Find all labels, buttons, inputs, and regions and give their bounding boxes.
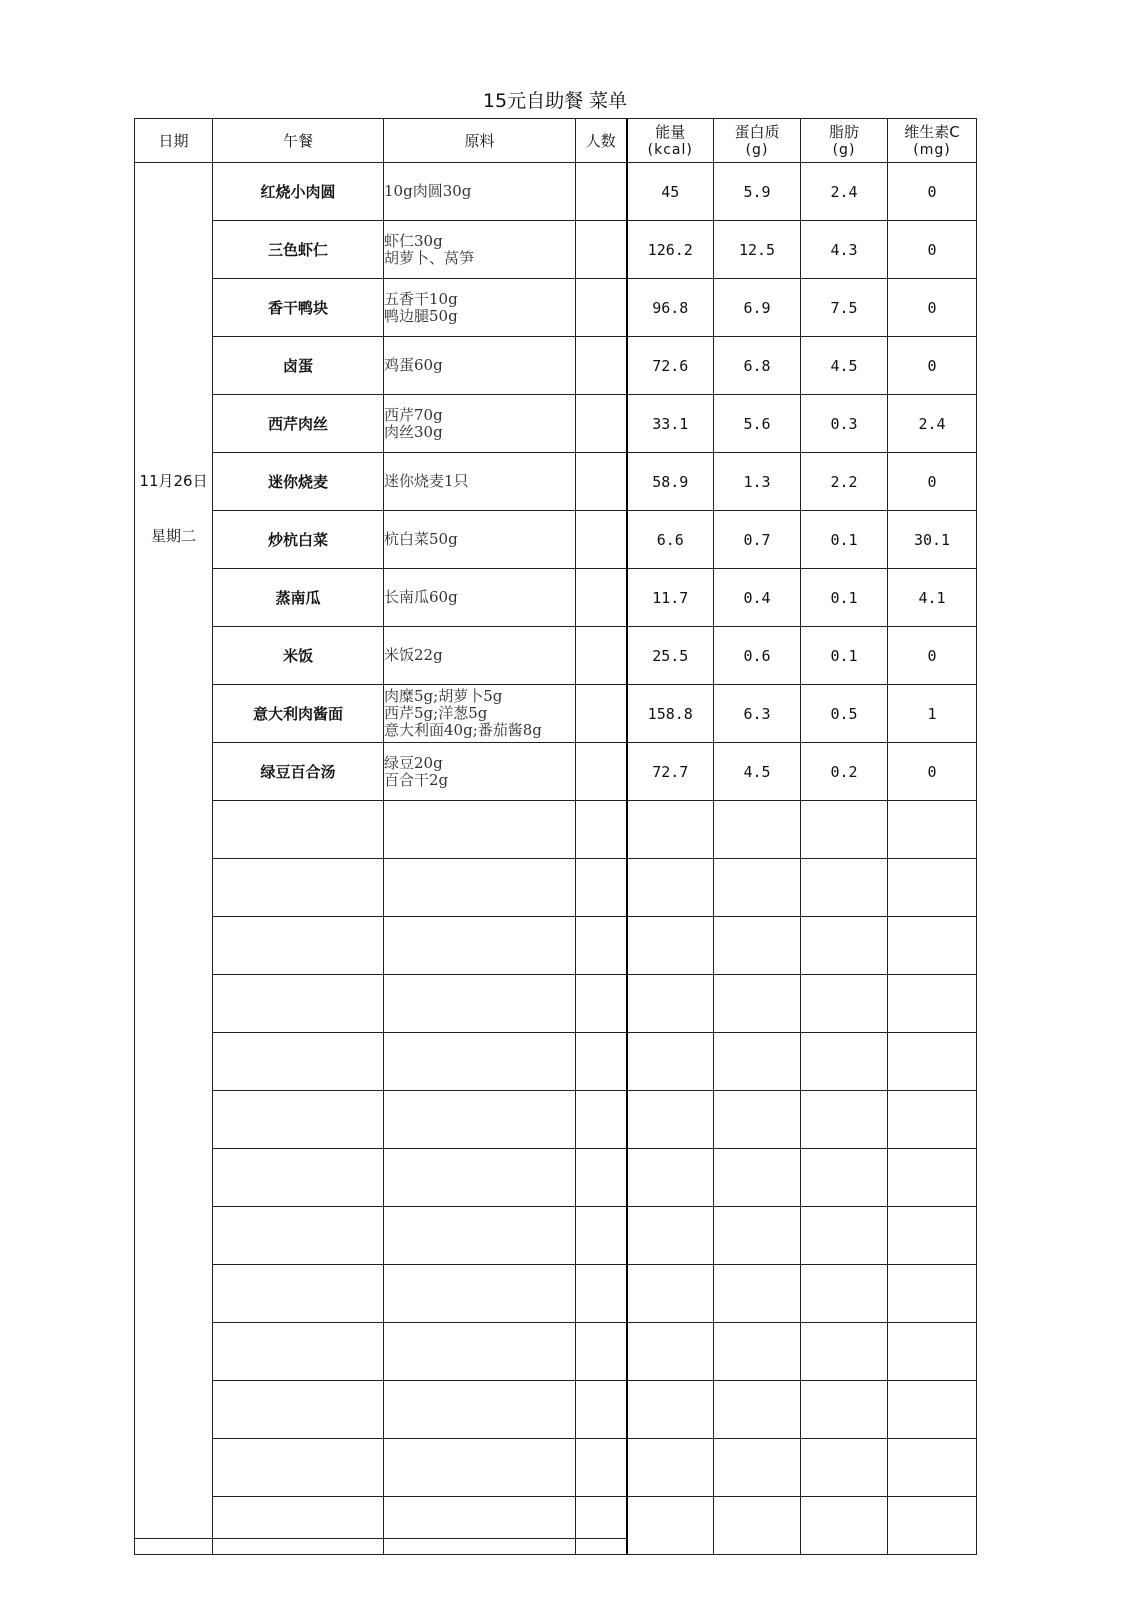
- empty-dish-cell: [213, 975, 384, 1033]
- fat-value: 0.1: [801, 627, 888, 685]
- empty-protein-cell: [714, 1381, 801, 1439]
- empty-people-cell: [576, 1265, 627, 1323]
- header-ingredients: 原料: [384, 119, 576, 163]
- menu-row: [135, 511, 977, 569]
- vitc-value: 1: [888, 685, 977, 743]
- empty-fat-cell: [801, 1323, 888, 1381]
- energy-value: 158.8: [627, 685, 714, 743]
- empty-vitc-cell: [888, 1439, 977, 1497]
- ingredient-line: 五香干10g: [384, 289, 458, 308]
- ingredients-cell: [384, 163, 576, 221]
- header-fat-label: 脂肪: [828, 122, 859, 141]
- fat-value: 4.5: [801, 337, 888, 395]
- empty-energy-cell: [627, 1497, 714, 1555]
- menu-row: [135, 279, 977, 337]
- header-vitc-label: 维生素C: [904, 122, 960, 141]
- energy-value: 25.5: [627, 627, 714, 685]
- ingredient-line: 意大利面40g;番茄酱8g: [384, 721, 542, 739]
- people-cell: [576, 511, 627, 569]
- date-weekday: 星期二: [150, 527, 196, 545]
- empty-fat-cell: [801, 1091, 888, 1149]
- empty-fat-cell: [801, 1149, 888, 1207]
- empty-vitc-cell: [888, 1207, 977, 1265]
- ingredients-cell: [384, 627, 576, 685]
- dish-name: 三色虾仁: [213, 221, 384, 279]
- ingredient-line: 米饭22g: [384, 646, 443, 664]
- header-protein-unit: (g): [745, 141, 769, 158]
- empty-protein-cell: [714, 1149, 801, 1207]
- ingredient-line: 鸭边腿50g: [384, 306, 458, 325]
- vitc-value: 0: [888, 743, 977, 801]
- energy-value: 6.6: [627, 511, 714, 569]
- empty-dish-cell: [213, 1323, 384, 1381]
- dish-name: 炒杭白菜: [213, 511, 384, 569]
- energy-value: 45: [627, 163, 714, 221]
- dish-name: 迷你烧麦: [213, 453, 384, 511]
- empty-energy-cell: [627, 917, 714, 975]
- header-energy: [627, 119, 714, 163]
- empty-energy-cell: [627, 1149, 714, 1207]
- empty-fat-cell: [801, 859, 888, 917]
- empty-ingredients-cell: [384, 1439, 576, 1497]
- empty-vitc-cell: [888, 1381, 977, 1439]
- dish-name: 意大利肉酱面: [213, 685, 384, 743]
- fat-value: 0.5: [801, 685, 888, 743]
- header-people: 人数: [576, 119, 627, 163]
- dish-name: 香干鸭块: [213, 279, 384, 337]
- energy-value: 126.2: [627, 221, 714, 279]
- people-cell: [576, 627, 627, 685]
- empty-energy-cell: [627, 1091, 714, 1149]
- header-row: [135, 119, 977, 163]
- empty-energy-cell: [627, 1265, 714, 1323]
- ingredient-line: 胡萝卜、莴笋: [384, 248, 475, 267]
- empty-row: [135, 1381, 977, 1439]
- people-cell: [576, 279, 627, 337]
- date-cell: [135, 163, 213, 1555]
- menu-row: [135, 627, 977, 685]
- protein-value: 5.9: [714, 163, 801, 221]
- ingredients-cell: [384, 511, 576, 569]
- header-vitc: [888, 119, 977, 163]
- ingredient-line: 绿豆20g: [384, 753, 443, 772]
- dish-name: 红烧小肉圆: [213, 163, 384, 221]
- ingredient-line: 鸡蛋60g: [384, 356, 443, 374]
- empty-ingredients-cell: [384, 1323, 576, 1381]
- dish-name: 米饭: [213, 627, 384, 685]
- empty-ingredients-cell: [384, 1381, 576, 1439]
- vitc-value: 0: [888, 279, 977, 337]
- fat-value: 0.3: [801, 395, 888, 453]
- empty-energy-cell: [627, 859, 714, 917]
- ingredients-cell: [384, 743, 576, 801]
- menu-row: [135, 395, 977, 453]
- ingredients-cell: [384, 337, 576, 395]
- empty-energy-cell: [627, 801, 714, 859]
- empty-row: [135, 1323, 977, 1381]
- energy-value: 11.7: [627, 569, 714, 627]
- vitc-value: 0: [888, 221, 977, 279]
- menu-row: [135, 743, 977, 801]
- people-cell: [576, 163, 627, 221]
- people-cell: [576, 453, 627, 511]
- empty-ingredients-cell: [384, 801, 576, 859]
- empty-people-cell: [576, 1091, 627, 1149]
- empty-dish-cell: [213, 1439, 384, 1497]
- empty-fat-cell: [801, 1033, 888, 1091]
- empty-vitc-cell: [888, 801, 977, 859]
- empty-ingredients-cell: [384, 917, 576, 975]
- header-fat: [801, 119, 888, 163]
- header-fat-unit: (g): [832, 141, 856, 158]
- empty-energy-cell: [627, 975, 714, 1033]
- empty-protein-cell: [714, 801, 801, 859]
- empty-people-cell: [576, 1207, 627, 1265]
- empty-protein-cell: [714, 1091, 801, 1149]
- page-title: 15元自助餐 菜单: [482, 90, 628, 112]
- ingredient-line: 虾仁30g: [384, 231, 443, 250]
- ingredient-line: 10g肉圆30g: [384, 182, 472, 200]
- vitc-value: 0: [888, 163, 977, 221]
- empty-protein-cell: [714, 1207, 801, 1265]
- empty-protein-cell: [714, 1323, 801, 1381]
- people-cell: [576, 395, 627, 453]
- empty-fat-cell: [801, 975, 888, 1033]
- ingredients-cell: [384, 221, 576, 279]
- fat-value: 0.1: [801, 569, 888, 627]
- ingredients-cell: [384, 453, 576, 511]
- empty-dish-cell: [213, 1033, 384, 1091]
- protein-value: 6.9: [714, 279, 801, 337]
- empty-people-cell: [576, 1439, 627, 1497]
- empty-dish-cell: [213, 1497, 384, 1555]
- empty-people-cell: [576, 917, 627, 975]
- empty-ingredients-cell: [384, 975, 576, 1033]
- empty-vitc-cell: [888, 1323, 977, 1381]
- empty-ingredients-cell: [384, 1265, 576, 1323]
- ingredients-cell: [384, 279, 576, 337]
- empty-people-cell: [576, 1381, 627, 1439]
- ingredients-cell: [384, 569, 576, 627]
- menu-table: [134, 118, 977, 1555]
- empty-fat-cell: [801, 1381, 888, 1439]
- empty-ingredients-cell: [384, 1497, 576, 1555]
- ingredient-line: 西芹70g: [384, 405, 443, 424]
- empty-people-cell: [576, 859, 627, 917]
- ingredient-line: 长南瓜60g: [384, 588, 458, 606]
- menu-body: [135, 163, 977, 1555]
- header-protein-label: 蛋白质: [734, 122, 780, 141]
- empty-fat-cell: [801, 1265, 888, 1323]
- empty-fat-cell: [801, 1497, 888, 1555]
- empty-fat-cell: [801, 1207, 888, 1265]
- header-protein: [714, 119, 801, 163]
- empty-fat-cell: [801, 801, 888, 859]
- empty-ingredients-cell: [384, 1207, 576, 1265]
- ingredient-line: 肉丝30g: [384, 422, 443, 441]
- energy-value: 96.8: [627, 279, 714, 337]
- ingredient-line: 肉糜5g;胡萝卜5g: [384, 687, 503, 705]
- empty-people-cell: [576, 1497, 627, 1555]
- header-vitc-unit: (mg): [913, 141, 951, 158]
- dish-name: 蒸南瓜: [213, 569, 384, 627]
- empty-vitc-cell: [888, 917, 977, 975]
- menu-row: [135, 685, 977, 743]
- empty-energy-cell: [627, 1033, 714, 1091]
- empty-vitc-cell: [888, 1091, 977, 1149]
- date-day: 11月26日: [139, 472, 208, 490]
- fat-value: 2.2: [801, 453, 888, 511]
- menu-row: [135, 163, 977, 221]
- empty-dish-cell: [213, 801, 384, 859]
- vitc-value: 0: [888, 453, 977, 511]
- empty-row: [135, 859, 977, 917]
- header-date: 日期: [135, 119, 213, 163]
- protein-value: 1.3: [714, 453, 801, 511]
- empty-people-cell: [576, 1149, 627, 1207]
- empty-protein-cell: [714, 859, 801, 917]
- protein-value: 0.7: [714, 511, 801, 569]
- fat-value: 2.4: [801, 163, 888, 221]
- empty-people-cell: [576, 1033, 627, 1091]
- vitc-value: 0: [888, 337, 977, 395]
- empty-fat-cell: [801, 1439, 888, 1497]
- empty-dish-cell: [213, 1091, 384, 1149]
- header-energy-label: 能量: [655, 122, 686, 141]
- empty-people-cell: [576, 1323, 627, 1381]
- empty-row: [135, 1149, 977, 1207]
- empty-vitc-cell: [888, 1265, 977, 1323]
- empty-row: [135, 1497, 977, 1555]
- ingredient-line: 杭白菜50g: [384, 530, 458, 548]
- energy-value: 72.6: [627, 337, 714, 395]
- empty-row: [135, 1265, 977, 1323]
- people-cell: [576, 685, 627, 743]
- empty-ingredients-cell: [384, 859, 576, 917]
- ingredient-line: 百合干2g: [384, 770, 449, 789]
- empty-energy-cell: [627, 1381, 714, 1439]
- empty-row: [135, 1439, 977, 1497]
- menu-row: [135, 221, 977, 279]
- vitc-value: 2.4: [888, 395, 977, 453]
- empty-people-cell: [576, 975, 627, 1033]
- vitc-value: 30.1: [888, 511, 977, 569]
- empty-dish-cell: [213, 1381, 384, 1439]
- protein-value: 12.5: [714, 221, 801, 279]
- energy-value: 58.9: [627, 453, 714, 511]
- empty-protein-cell: [714, 1033, 801, 1091]
- menu-row: [135, 337, 977, 395]
- empty-dish-cell: [213, 917, 384, 975]
- ingredients-cell: [384, 685, 576, 743]
- menu-row: [135, 453, 977, 511]
- empty-ingredients-cell: [384, 1033, 576, 1091]
- protein-value: 6.3: [714, 685, 801, 743]
- empty-dish-cell: [213, 859, 384, 917]
- empty-energy-cell: [627, 1207, 714, 1265]
- vitc-value: 4.1: [888, 569, 977, 627]
- header-lunch: 午餐: [213, 119, 384, 163]
- empty-ingredients-cell: [384, 1091, 576, 1149]
- empty-protein-cell: [714, 1265, 801, 1323]
- dish-name: 卤蛋: [213, 337, 384, 395]
- empty-protein-cell: [714, 1497, 801, 1555]
- empty-vitc-cell: [888, 1149, 977, 1207]
- empty-protein-cell: [714, 975, 801, 1033]
- empty-dish-cell: [213, 1265, 384, 1323]
- empty-vitc-cell: [888, 975, 977, 1033]
- energy-value: 33.1: [627, 395, 714, 453]
- empty-fat-cell: [801, 917, 888, 975]
- ingredient-line: 迷你烧麦1只: [384, 472, 469, 490]
- dish-name: 绿豆百合汤: [213, 743, 384, 801]
- vitc-value: 0: [888, 627, 977, 685]
- empty-energy-cell: [627, 1323, 714, 1381]
- header-energy-unit: (kcal): [647, 141, 693, 158]
- energy-value: 72.7: [627, 743, 714, 801]
- empty-energy-cell: [627, 1439, 714, 1497]
- bottom-rule: [134, 1538, 626, 1539]
- protein-value: 4.5: [714, 743, 801, 801]
- empty-row: [135, 975, 977, 1033]
- people-cell: [576, 221, 627, 279]
- empty-dish-cell: [213, 1149, 384, 1207]
- people-cell: [576, 569, 627, 627]
- people-cell: [576, 743, 627, 801]
- empty-row: [135, 1207, 977, 1265]
- dish-name: 西芹肉丝: [213, 395, 384, 453]
- empty-row: [135, 917, 977, 975]
- empty-protein-cell: [714, 917, 801, 975]
- menu-row: [135, 569, 977, 627]
- empty-vitc-cell: [888, 1497, 977, 1555]
- protein-value: 0.6: [714, 627, 801, 685]
- protein-value: 6.8: [714, 337, 801, 395]
- fat-value: 7.5: [801, 279, 888, 337]
- empty-vitc-cell: [888, 859, 977, 917]
- empty-protein-cell: [714, 1439, 801, 1497]
- protein-value: 5.6: [714, 395, 801, 453]
- empty-people-cell: [576, 801, 627, 859]
- empty-row: [135, 1033, 977, 1091]
- empty-dish-cell: [213, 1207, 384, 1265]
- people-cell: [576, 337, 627, 395]
- ingredient-line: 西芹5g;洋葱5g: [384, 704, 488, 722]
- empty-ingredients-cell: [384, 1149, 576, 1207]
- empty-vitc-cell: [888, 1033, 977, 1091]
- fat-value: 4.3: [801, 221, 888, 279]
- protein-value: 0.4: [714, 569, 801, 627]
- fat-value: 0.2: [801, 743, 888, 801]
- empty-row: [135, 801, 977, 859]
- fat-value: 0.1: [801, 511, 888, 569]
- ingredients-cell: [384, 395, 576, 453]
- empty-row: [135, 1091, 977, 1149]
